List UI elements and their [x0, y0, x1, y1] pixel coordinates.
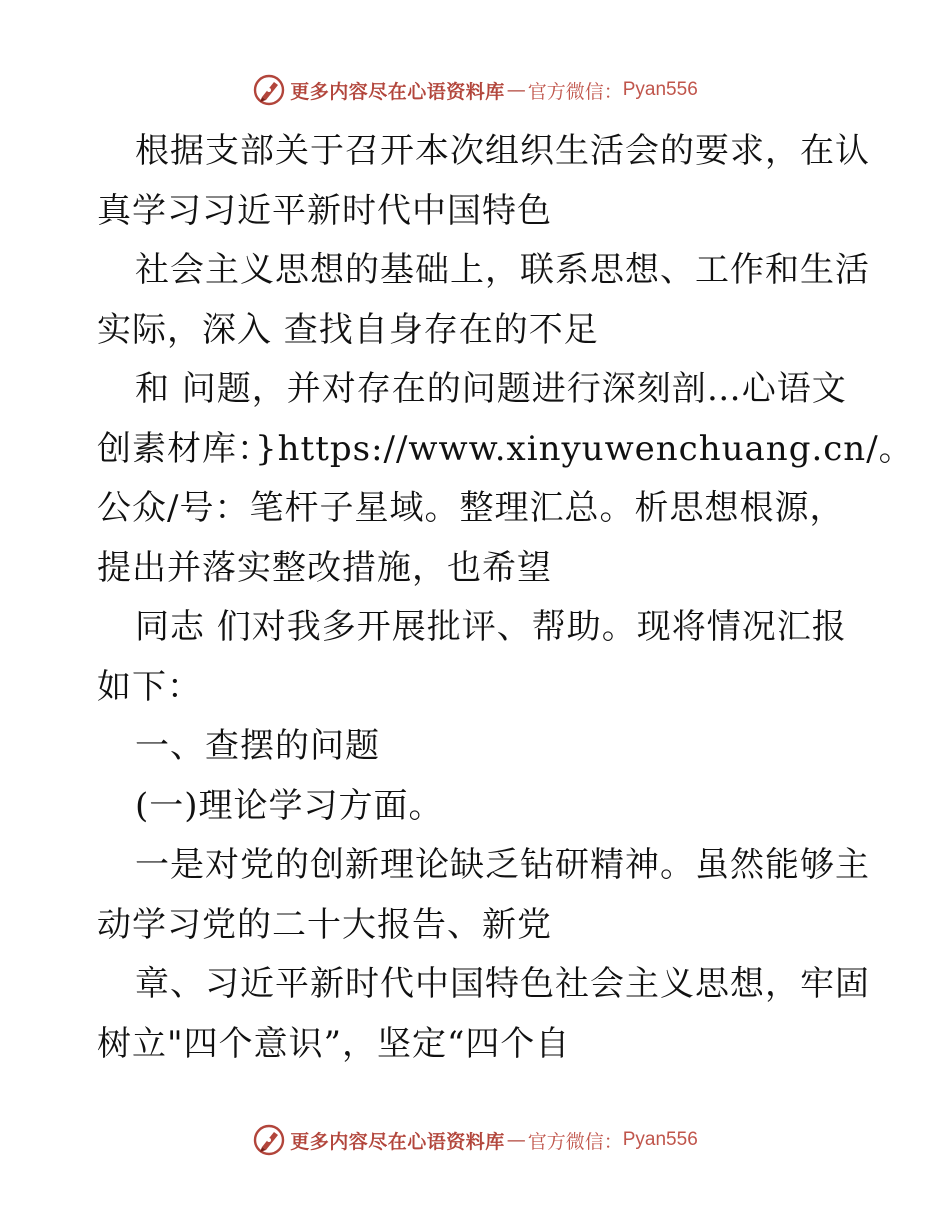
banner-text: 更多内容尽在心语资料库 — [290, 80, 505, 103]
text-line: 同志 们对我多开展批评、帮助。现将情况汇报 — [135, 607, 847, 647]
banner-wechat-id: Pyan556 — [622, 79, 698, 100]
text-line: 和 问题，并对存在的问题进行深刻剖…心语文 — [135, 369, 847, 409]
banner-wechat-label: 官方微信： — [527, 80, 623, 103]
text-line: 根据支部关于召开本次组织生活会的要求，在认 — [135, 131, 870, 171]
text-line: 章、习近平新时代中国特色社会主义思想，牢固 — [135, 964, 870, 1004]
text-line: 提出并落实整改措施，也希望 — [97, 547, 552, 588]
subsection-heading: (一)理论学习方面。 — [135, 785, 444, 826]
text-line: 公众/号：笔杆子星域。整理汇总。析思想根源， — [97, 488, 845, 528]
header-watermark-banner — [0, 70, 950, 110]
pen-logo-icon — [252, 73, 286, 107]
text-line: 动学习党的二十大报告、新党 — [97, 904, 552, 945]
text-line: 创素材库：}https://www.xinyuwenchuang.cn/。 — [97, 428, 914, 469]
section-heading: 一、查摆的问题 — [135, 726, 380, 766]
banner-dash: — — [506, 79, 526, 101]
text-line: 真学习习近平新时代中国特色 — [97, 190, 552, 231]
text-line: 如下： — [97, 666, 202, 707]
text-line: 社会主义思想的基础上，联系思想、工作和生活 — [135, 250, 870, 290]
banner-dash: — — [506, 1129, 526, 1151]
banner-wechat-id: Pyan556 — [622, 1129, 698, 1150]
text-line: 树立"四个意识”，坚定“四个自 — [97, 1023, 571, 1064]
footer-watermark-banner — [0, 1120, 950, 1160]
banner-text: 更多内容尽在心语资料库 — [290, 1130, 505, 1153]
banner-wechat-label: 官方微信： — [527, 1130, 623, 1153]
text-line: 实际，深入 查找自身存在的不足 — [97, 309, 599, 350]
text-line: 一是对党的创新理论缺乏钻研精神。虽然能够主 — [135, 845, 870, 885]
pen-logo-icon — [252, 1123, 286, 1157]
document-body — [97, 122, 914, 1074]
